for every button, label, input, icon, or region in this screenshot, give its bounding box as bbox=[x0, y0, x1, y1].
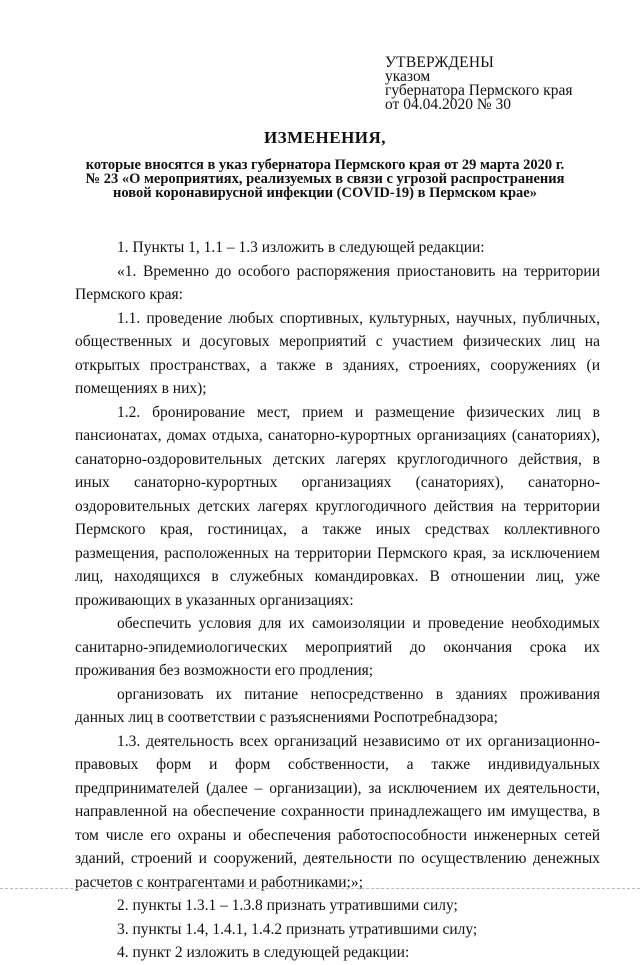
paragraph-7: 1.3. деятельность всех организаций независимо от их организационно-правовых форм и форм собственности, а также индивидуальных предпринимателей (далее – организации), за исключением их деятельности, направленной на обеспечение сохранности принадлежащего им имущества, в том числе его охраны и обеспечения работоспособности инженерных сетей зданий, строений и сооружений, деятельности по осуществлению денежных расчетов с контрагентами и работниками;»; bbox=[75, 732, 600, 891]
document-body bbox=[75, 236, 600, 965]
approval-block bbox=[385, 56, 572, 112]
approval-line-2: губернатора Пермского края bbox=[385, 82, 573, 99]
paragraph-10: 4. пункт 2 изложить в следующей редакции: bbox=[117, 944, 410, 961]
paragraph-2: «1. Временно до особого распоряжения приостановить на территории Пермского края: bbox=[75, 262, 600, 303]
page-bottom-divider bbox=[0, 888, 640, 889]
approval-title: УТВЕРЖДЕНЫ bbox=[385, 54, 494, 71]
approval-line-1: указом bbox=[385, 68, 431, 85]
heading-line-1: которые вносятся в указ губернатора Пермского края от 29 марта 2020 г. bbox=[85, 157, 565, 173]
paragraph-3: 1.1. проведение любых спортивных, культурных, научных, публичных, общественных и досуговых мероприятий с участием физических лиц на открытых пространствах, а также в зданиях, строениях, сооружениях (и помещениях в них); bbox=[75, 309, 600, 397]
paragraph-9: 3. пункты 1.4, 1.4.1, 1.4.2 признать утратившими силу; bbox=[117, 920, 478, 938]
heading-title: ИЗМЕНЕНИЯ, bbox=[263, 128, 387, 147]
paragraph-1: 1. Пункты 1, 1.1 – 1.3 изложить в следующей редакции: bbox=[117, 239, 485, 256]
paragraph-5: обеспечить условия для их самоизоляции и проведение необходимых санитарно-эпидемиологических мероприятий до окончания срока их проживания без возможности его продления; bbox=[75, 615, 600, 679]
heading-line-3: новой коронавирусной инфекции (COVID-19) в Пермском крае» bbox=[113, 185, 537, 201]
paragraph-6: организовать их питание непосредственно в зданиях проживания данных лиц в соответствии с разъяснениями Роспотребнадзора; bbox=[75, 685, 600, 726]
approval-line-3: от 04.04.2020 № 30 bbox=[385, 96, 511, 113]
paragraph-8: 2. пункты 1.3.1 – 1.3.8 признать утратившими силу; bbox=[117, 897, 458, 914]
heading-line-2: № 23 «О мероприятиях, реализуемых в связи с угрозой распространения bbox=[85, 171, 565, 187]
paragraph-4: 1.2. бронирование мест, прием и размещение физических лиц в пансионатах, домах отдыха, санаторно-курортных организациях (санаториях), санаторно-оздоровительных детских лагерях круглогодичного действия, в иных санаторно-курортных организациях (санаториях), санаторно-оздоровительных детских лагерях круглогодичного действия на территории Пермского края, гостиницах, а также иных средствах коллективного размещения, расположенных на территории Пермского края, за исключением лиц, находящихся в служебных командировках. В отношении лиц, уже проживающих в указанных организациях: bbox=[75, 403, 600, 609]
document-heading bbox=[60, 128, 590, 200]
